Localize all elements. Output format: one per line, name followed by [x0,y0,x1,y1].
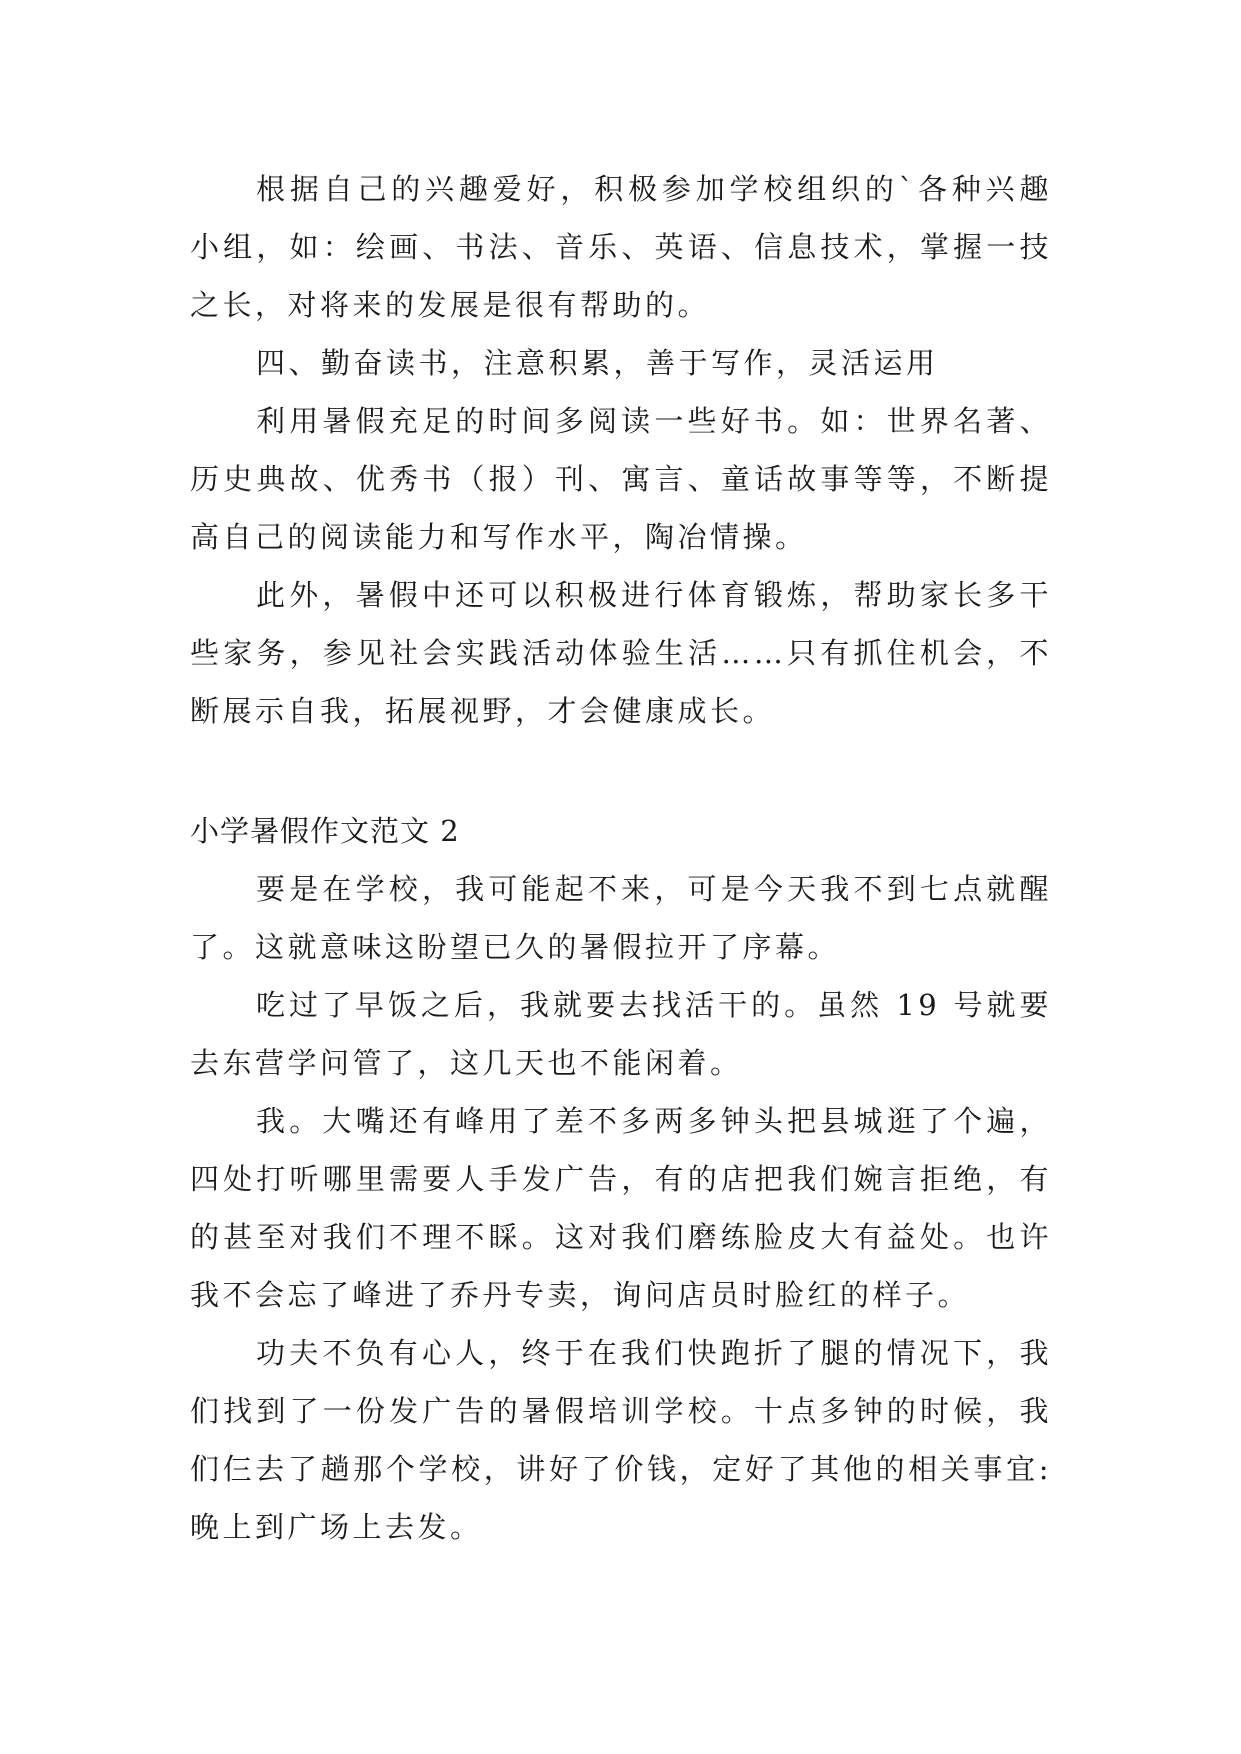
paragraph-reading: 利用暑假充足的时间多阅读一些好书。如：世界名著、历史典故、优秀书（报）刊、寓言、童话故事等等，不断提高自己的阅读能力和写作水平，陶冶情操。 [190,404,1052,554]
paragraph-interest-groups: 根据自己的兴趣爱好，积极参加学校组织的`各种兴趣小组，如：绘画、书法、音乐、英语、信息技术，掌握一技之长，对将来的发展是很有帮助的。 [190,172,1052,322]
paragraph-wake-up: 要是在学校，我可能起不来，可是今天我不到七点就醒了。这就意味这盼望已久的暑假拉开了序幕。 [190,872,1052,964]
document-body [190,160,1052,1556]
paragraph-breakfast: 吃过了早饭之后，我就要去找活干的。虽然 19 号就要去东营学问管了，这几天也不能闲着。 [190,988,1052,1080]
essay-title: 小学暑假作文范文 2 [190,814,460,848]
paragraph-search-work: 我。大嘴还有峰用了差不多两多钟头把县城逛了个遍，四处打听哪里需要人手发广告，有的店把我们婉言拒绝，有的甚至对我们不理不睬。这对我们磨练脸皮大有益处。也许我不会忘了峰进了乔丹专卖，询问店员时脸红的样子。 [190,1104,1052,1312]
paragraph-found-job: 功夫不负有心人，终于在我们快跑折了腿的情况下，我们找到了一份发广告的暑假培训学校。十点多钟的时候，我们仨去了趟那个学校，讲好了价钱，定好了其他的相关事宜:晚上到广场上去发。 [190,1336,1052,1544]
heading-section-four: 四、勤奋读书，注意积累，善于写作，灵活运用 [256,346,939,380]
paragraph-exercise: 此外，暑假中还可以积极进行体育锻炼，帮助家长多干些家务，参见社会实践活动体验生活……只有抓住机会，不断展示自我，拓展视野，才会健康成长。 [190,578,1052,728]
